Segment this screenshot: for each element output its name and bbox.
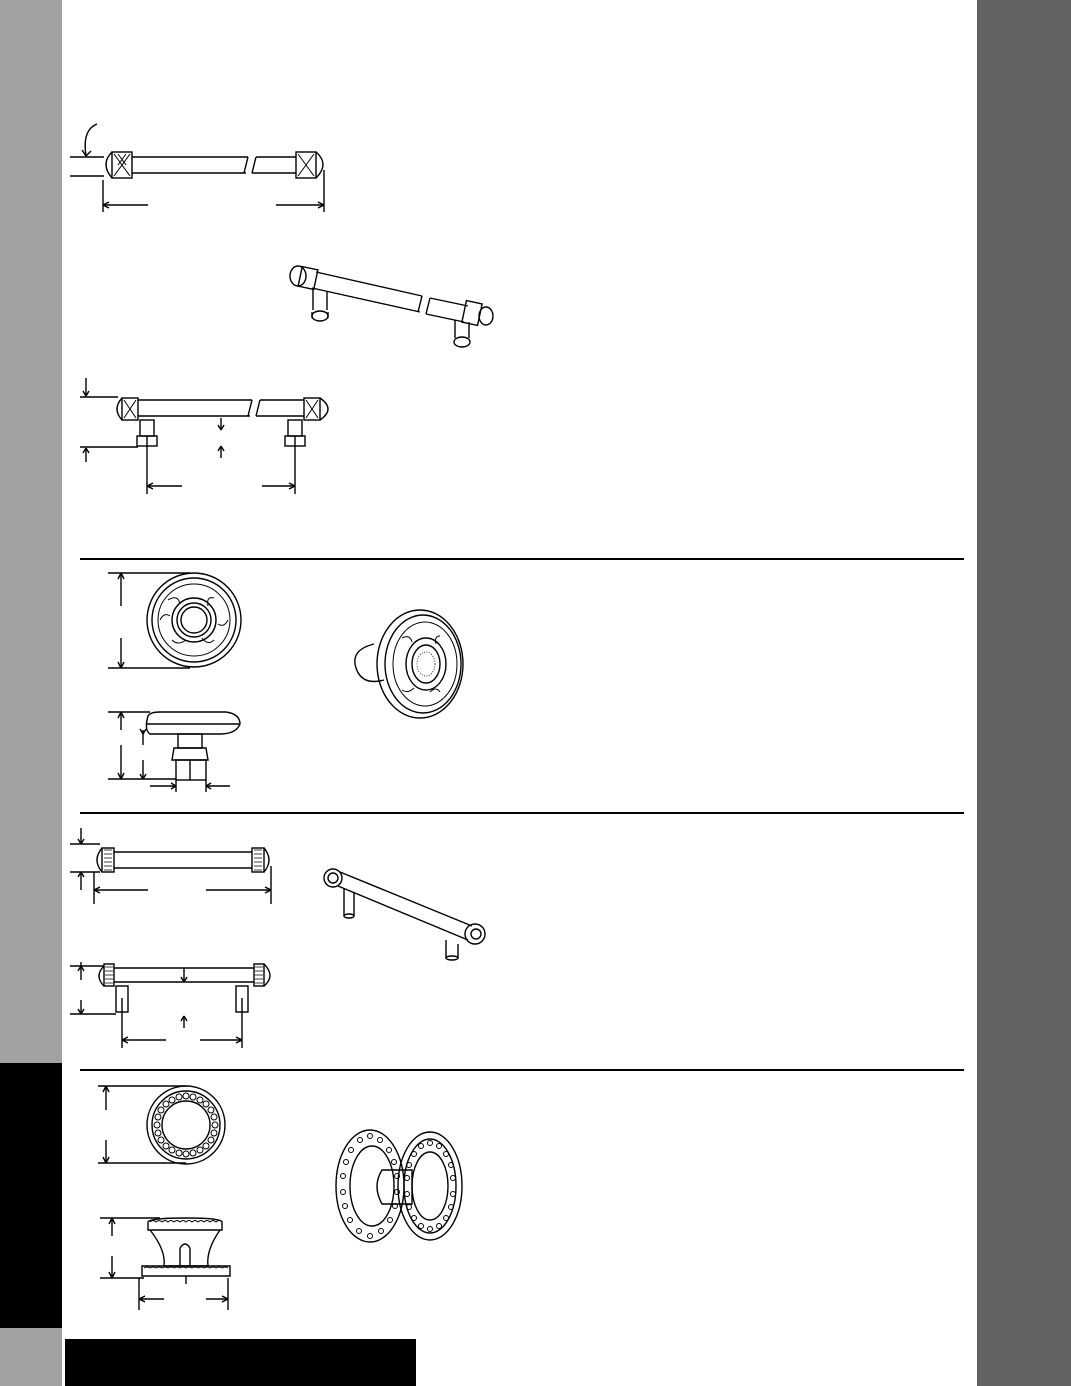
knob-perspective-view <box>355 610 463 718</box>
beaded-knob-front-view <box>98 1086 225 1164</box>
pull-front-view <box>70 124 324 212</box>
knob-side-view <box>108 712 240 792</box>
beaded-knob-side-view <box>100 1218 230 1310</box>
bead-ring <box>154 1093 218 1157</box>
beaded-pull-front-view <box>70 828 271 904</box>
knob-front-view <box>108 573 241 668</box>
pull-side-view <box>80 378 328 494</box>
beaded-pull-perspective-view <box>324 869 485 960</box>
beaded-knob-perspective-view <box>336 1130 462 1242</box>
beaded-pull-side-view <box>70 962 270 1048</box>
pull-perspective-view <box>290 266 493 347</box>
